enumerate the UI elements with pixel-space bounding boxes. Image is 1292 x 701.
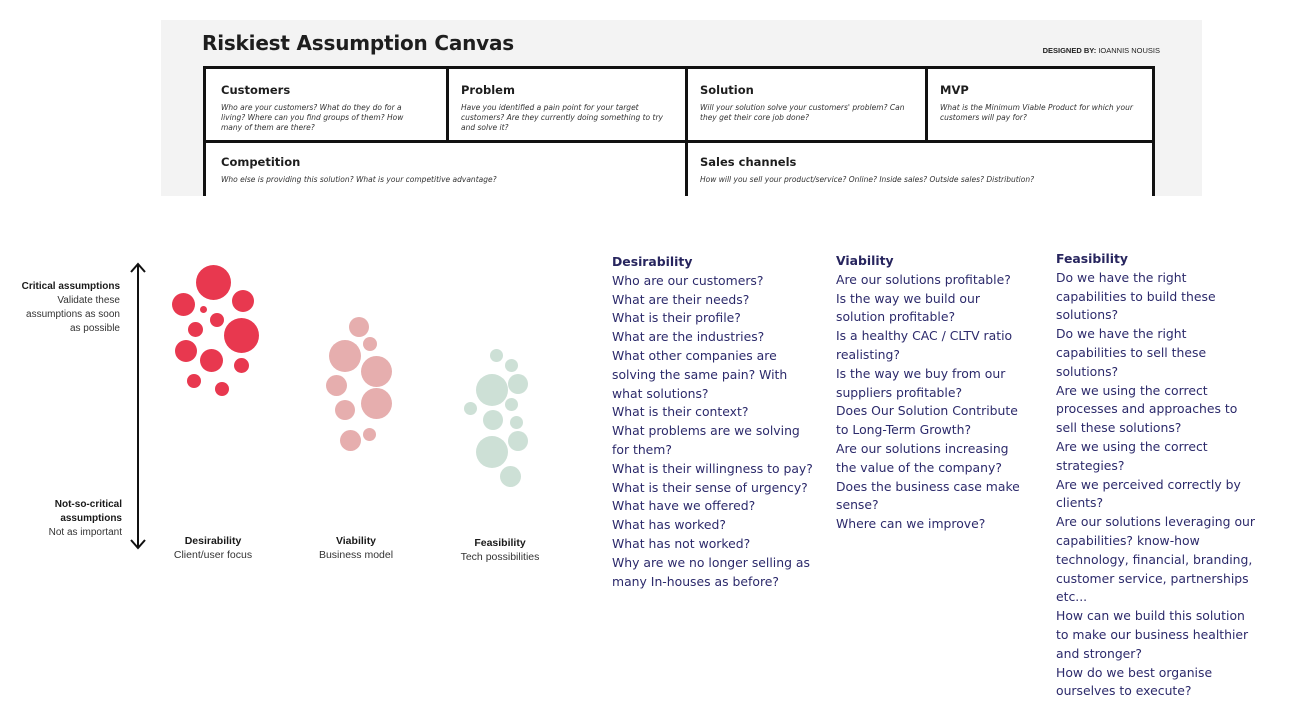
questions-heading: Feasibility [1056, 251, 1128, 266]
bubble [188, 322, 203, 337]
question-item: How do we best organise ourselves to execute? [1056, 664, 1213, 699]
axis-top-sub-line: assumptions as soon [26, 309, 120, 320]
bubble [500, 466, 521, 487]
question-item: Is the way we buy from our suppliers profitable? [836, 365, 1006, 400]
canvas-grid [203, 66, 1155, 196]
bubble [175, 340, 197, 362]
bubble [464, 402, 477, 415]
bubble [483, 410, 503, 430]
bubble [224, 318, 259, 353]
desirability-questions [612, 253, 817, 591]
canvas-title: Riskiest Assumption Canvas [202, 31, 514, 55]
caption-title: Desirability [184, 535, 242, 547]
axis-top-sub-line: as possible [69, 323, 120, 334]
question-item: What is their context? [612, 404, 749, 420]
bubble [490, 349, 503, 362]
designer-name: IOANNIS NOUSIS [1098, 46, 1160, 55]
cell-title: Sales channels [700, 155, 797, 169]
question-item: What has worked? [612, 517, 726, 533]
question-item: What have we offered? [612, 498, 756, 514]
cell-problem [446, 69, 686, 141]
cell-question: Have you identified a pain point for your target customers? Are they currently doing something to try and solve it? [461, 103, 663, 132]
cell-title: MVP [940, 83, 969, 97]
bubble [215, 382, 229, 396]
cell-question: What is the Minimum Viable Product for which your customers will pay for? [940, 103, 1133, 122]
question-item: Are we using the correct strategies? [1056, 438, 1208, 473]
questions-heading: Viability [836, 253, 894, 268]
cell-question: How will you sell your product/service? Online? Inside sales? Outside sales? Distribution? [700, 175, 1035, 184]
cell-title: Customers [221, 83, 291, 97]
question-item: Do we have the right capabilities to sell these solutions? [1056, 326, 1207, 379]
question-item: What problems are we solving for them? [612, 423, 800, 457]
bubble [196, 265, 231, 300]
cell-question: Who else is providing this solution? What is your competitive advantage? [221, 175, 497, 184]
question-item: How can we build this solution to make our business healthier and stronger? [1056, 608, 1249, 661]
caption-subtitle: Client/user focus [173, 549, 253, 561]
question-item: Where can we improve? [836, 516, 986, 532]
caption-subtitle: Tech possibilities [460, 551, 540, 563]
bubble [508, 431, 528, 451]
caption-title: Feasibility [474, 537, 526, 549]
question-item: Are we using the correct processes and approaches to sell these solutions? [1056, 382, 1238, 436]
feasibility-caption [440, 536, 560, 564]
feasibility-questions [1056, 250, 1256, 701]
axis-top-title: Critical assumptions [21, 281, 120, 292]
designed-by-label: DESIGNED BY: [1042, 46, 1097, 55]
question-item: What other companies are solving the same pain? With what solutions? [612, 347, 788, 401]
question-item: Do we have the right capabilities to build these solutions? [1056, 269, 1216, 323]
cell-title: Solution [700, 83, 754, 97]
designer-credit [1043, 46, 1160, 55]
question-item: Is the way we build our solution profitable? [836, 290, 980, 325]
question-item: Who are our customers? [612, 272, 764, 288]
cell-question: Who are your customers? What do they do for a living? Where can you find groups of them? How many of them are there? [221, 103, 404, 132]
axis-bottom-sub: Not as important [48, 527, 122, 538]
bubble [187, 374, 201, 388]
bubble [234, 358, 249, 373]
cell-title: Competition [221, 155, 301, 169]
bubble [476, 374, 508, 406]
viability-questions [836, 252, 1028, 534]
bubble [335, 400, 355, 420]
desirability-caption [153, 534, 273, 562]
viability-caption [296, 534, 416, 562]
questions-heading: Desirability [612, 254, 693, 269]
cell-customers [206, 69, 446, 141]
bubble [326, 375, 347, 396]
question-item: Does Our Solution Contribute to Long-Term Growth? [836, 403, 1018, 438]
bubble [476, 436, 508, 468]
question-item: What is their profile? [612, 310, 741, 326]
cell-question: Will your solution solve your customers' problem? Can they get their core job done? [700, 103, 905, 122]
critical-assumptions-label [0, 280, 120, 336]
bubble [340, 430, 361, 451]
criticality-axis-arrow [126, 258, 150, 556]
riskiest-assumption-canvas [161, 20, 1202, 196]
bubble [200, 349, 223, 372]
cell-sales-channels [685, 141, 1155, 196]
question-item: Are our solutions leveraging our capabilities? know-how technology, financial, branding, customer service, partnerships etc... [1056, 514, 1255, 605]
cell-solution [685, 69, 925, 141]
question-item: Are our solutions profitable? [836, 271, 1011, 287]
bubble [210, 313, 224, 327]
axis-bottom-title-line: Not-so-critical [54, 499, 122, 510]
bubble [505, 359, 518, 372]
caption-subtitle: Business model [318, 549, 394, 561]
question-item: What are the industries? [612, 329, 765, 345]
question-item: Are we perceived correctly by clients? [1056, 476, 1241, 511]
bubble [349, 317, 369, 337]
question-item: What are their needs? [612, 291, 750, 307]
bubble [510, 416, 523, 429]
axis-bottom-title-line: assumptions [60, 513, 122, 524]
question-item: Are our solutions increasing the value of the company? [836, 440, 1009, 475]
question-item: What is their sense of urgency? [612, 479, 808, 495]
bubble [361, 356, 392, 387]
question-item: What has not worked? [612, 535, 751, 551]
question-item: Why are we no longer selling as many In-houses as before? [612, 554, 810, 589]
caption-title: Viability [335, 535, 377, 547]
cell-competition [206, 141, 685, 196]
bubble [232, 290, 254, 312]
question-item: Does the business case make sense? [836, 478, 1020, 513]
bubble [361, 388, 392, 419]
axis-top-sub-line: Validate these [57, 295, 120, 306]
bubble [508, 374, 528, 394]
bubble [172, 293, 195, 316]
question-item: Is a healthy CAC / CLTV ratio realisting? [836, 328, 1013, 362]
bubble [200, 306, 207, 313]
cell-mvp [925, 69, 1155, 141]
not-critical-assumptions-label [0, 498, 122, 540]
question-item: What is their willingness to pay? [612, 460, 813, 476]
bubble [505, 398, 518, 411]
bubble [363, 337, 377, 351]
bubble [363, 428, 376, 441]
bubble [329, 340, 361, 372]
cell-title: Problem [461, 83, 515, 97]
